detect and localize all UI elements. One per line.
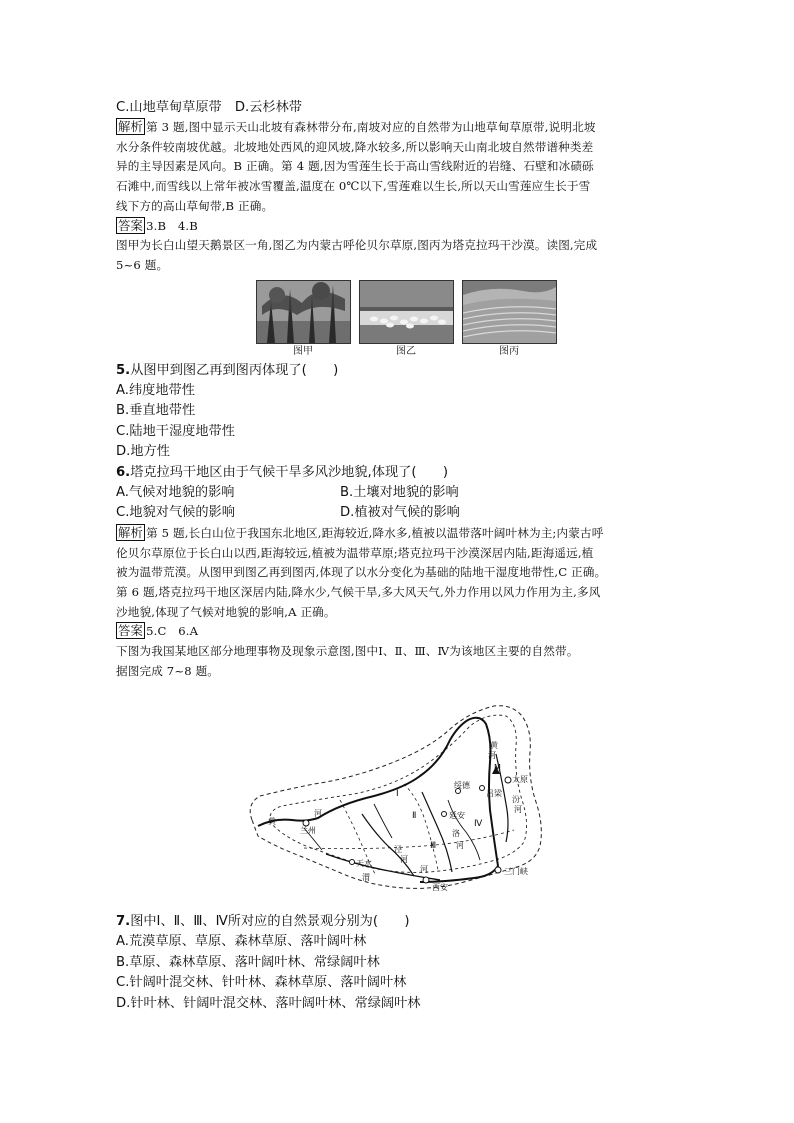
map-label: 洛 — [452, 829, 460, 838]
map-label: 延安 — [449, 811, 465, 820]
question-5 — [116, 361, 696, 381]
question-7-block — [116, 912, 696, 1014]
analysis-text-line: 异的主导因素是风向。B 正确。第 4 题,因为雪莲生长于高山雪线附近的岩缝、石壁和冰碛砾 — [116, 159, 594, 174]
intro-text-line: 下图为我国某地区部分地理事物及现象示意图,图中Ⅰ、Ⅱ、Ⅲ、Ⅳ为该地区主要的自然带。 — [116, 644, 579, 659]
question-stem: 从图甲到图乙再到图丙体现了( ) — [130, 362, 339, 378]
analysis-text-line: 线下方的高山草甸带,B 正确。 — [116, 198, 274, 213]
photo-yi — [359, 280, 454, 359]
answer-text: 5.C 6.A — [146, 624, 199, 639]
map-label: 河 — [420, 865, 428, 874]
map-label: 河 — [400, 855, 408, 864]
option-d: D.针叶林、针阔叶混交林、落叶阔叶林、常绿阔叶林 — [116, 995, 421, 1011]
analysis-tag: 解析 — [118, 119, 144, 134]
question-stem: 塔克拉玛干地区由于气候干旱多风沙地貌,体现了( ) — [130, 464, 448, 480]
option-c: C.地貌对气候的影响 — [116, 505, 235, 521]
map-label: 天水 — [356, 859, 372, 868]
city-marker — [350, 860, 355, 865]
intro-text-line: 据图完成 7~8 题。 — [116, 663, 220, 678]
option-b: B.垂直地带性 — [116, 403, 196, 419]
question-number: 5. — [116, 362, 131, 378]
analysis-text-line: 伦贝尔草原位于长白山以西,距海较远,植被为温带草原;塔克拉玛干沙漠深居内陆,距海遥远,植 — [116, 545, 594, 560]
option-d: D.地方性 — [116, 444, 170, 460]
map-label: 黄 — [490, 741, 498, 750]
analysis-text-line: 第 5 题,长白山位于我国东北地区,距海较近,降水多,植被以温带落叶阔叶林为主;内蒙古呼 — [146, 525, 604, 540]
city-marker — [495, 867, 501, 873]
analysis-text-line: 石滩中,而雪线以上常年被冰雪覆盖,温度在 0℃以下,雪莲难以生长,所以天山雪莲应生长于雪 — [116, 179, 591, 194]
yellow-river — [258, 718, 498, 882]
region-map — [244, 700, 554, 900]
question-number: 7. — [116, 914, 131, 929]
map-label: 兰州 — [300, 826, 316, 835]
city-marker — [480, 786, 485, 791]
map-label: 吕梁 — [486, 789, 502, 798]
desert-photo-icon — [462, 280, 557, 344]
grassland-photo-icon — [359, 280, 454, 344]
map-label: M — [494, 763, 501, 772]
analysis-text-line: 被为温带荒漠。从图甲到图乙再到图丙,体现了以水分变化为基础的陆地干湿度地带性,C 正确。 — [116, 565, 607, 580]
analysis-block-1 — [116, 118, 696, 217]
map-label: 河 — [456, 841, 464, 850]
luo-river — [422, 792, 452, 872]
option-a: A.气候对地貌的影响 — [116, 485, 235, 501]
option-row — [116, 503, 696, 523]
map-label: 三门峡 — [504, 867, 528, 876]
intro-text-line: 5~6 题。 — [116, 257, 169, 272]
option-row — [116, 483, 696, 503]
analysis-text-line: 沙地貌,体现了气候对地貌的影响,A 正确。 — [116, 604, 336, 619]
option-b: B.草原、森林草原、落叶阔叶林、常绿阔叶林 — [116, 954, 380, 970]
analysis-text-line: 水分条件较南坡优越。北坡地处西风的迎风坡,降水较多,所以影响天山南北坡自然带谱种类差 — [116, 139, 594, 154]
zone-label: Ⅲ — [430, 841, 437, 851]
zone-label: Ⅰ — [396, 789, 399, 799]
option-c: C.陆地干湿度地带性 — [116, 423, 235, 439]
page-content — [116, 98, 696, 682]
answer-block-1 — [116, 217, 696, 237]
map-label: 黄 — [268, 817, 276, 826]
option-a: A.荒漠草原、草原、森林草原、落叶阔叶林 — [116, 934, 367, 950]
analysis-block-2 — [116, 524, 696, 623]
city-marker — [423, 877, 429, 883]
zone-divider — [304, 830, 514, 849]
intro-text-line: 图甲为长白山望天鹅景区一角,图乙为内蒙古呼伦贝尔草原,图丙为塔克拉玛干沙漠。读图,完成 — [116, 238, 598, 253]
analysis-tag: 解析 — [118, 524, 144, 540]
map-label: 渭 — [362, 873, 370, 882]
question-stem: 图中Ⅰ、Ⅱ、Ⅲ、Ⅳ所对应的自然景观分别为( ) — [130, 914, 410, 929]
map-label: 汾 — [512, 795, 520, 804]
option-line-top: C.山地草甸草原带 D.云杉林带 — [116, 100, 302, 115]
city-marker — [505, 777, 511, 783]
answer-tag: 答案 — [118, 623, 144, 639]
photo-caption: 图甲 — [293, 345, 313, 357]
zone-label: Ⅳ — [474, 819, 483, 829]
option-a: A.纬度地带性 — [116, 383, 195, 399]
answer-text: 3.B 4.B — [146, 218, 198, 233]
photo-caption: 图丙 — [499, 345, 519, 357]
zone-label: Ⅱ — [412, 811, 417, 821]
photo-bing — [462, 280, 557, 359]
map-label: 绥德 — [454, 781, 470, 790]
option-d: D.植被对气候的影响 — [340, 505, 460, 521]
zone-divider — [404, 784, 438, 870]
option-b: B.土壤对地貌的影响 — [340, 485, 459, 501]
map-label: 河 — [514, 805, 522, 814]
city-marker — [442, 812, 447, 817]
analysis-text-line: 第 3 题,图中显示天山北坡有森林带分布,南坡对应的自然带为山地草甸草原带,说明北坡 — [146, 120, 596, 134]
map-label: 西安 — [432, 883, 448, 892]
photo-caption: 图乙 — [396, 345, 416, 357]
option-c: C.针阔叶混交林、针叶林、森林草原、落叶阔叶林 — [116, 975, 407, 991]
map-label: 太原 — [512, 775, 528, 784]
map-label: 河 — [314, 809, 322, 818]
photo-strip — [116, 280, 696, 359]
intro-5-6 — [116, 236, 696, 275]
forest-photo-icon — [256, 280, 351, 344]
map-label: 泾 — [394, 845, 402, 854]
map-label: 河 — [488, 751, 496, 760]
analysis-text-line: 第 6 题,塔克拉玛干地区深居内陆,降水少,气候干旱,多大风天气,外力作用以风力作用为主,多风 — [116, 584, 601, 599]
question-6 — [116, 463, 696, 483]
answer-block-2 — [116, 622, 696, 642]
intro-7-8 — [116, 642, 696, 681]
question-number: 6. — [116, 464, 131, 480]
question-7 — [116, 912, 696, 932]
photo-jia — [256, 280, 351, 359]
answer-tag: 答案 — [118, 217, 144, 233]
